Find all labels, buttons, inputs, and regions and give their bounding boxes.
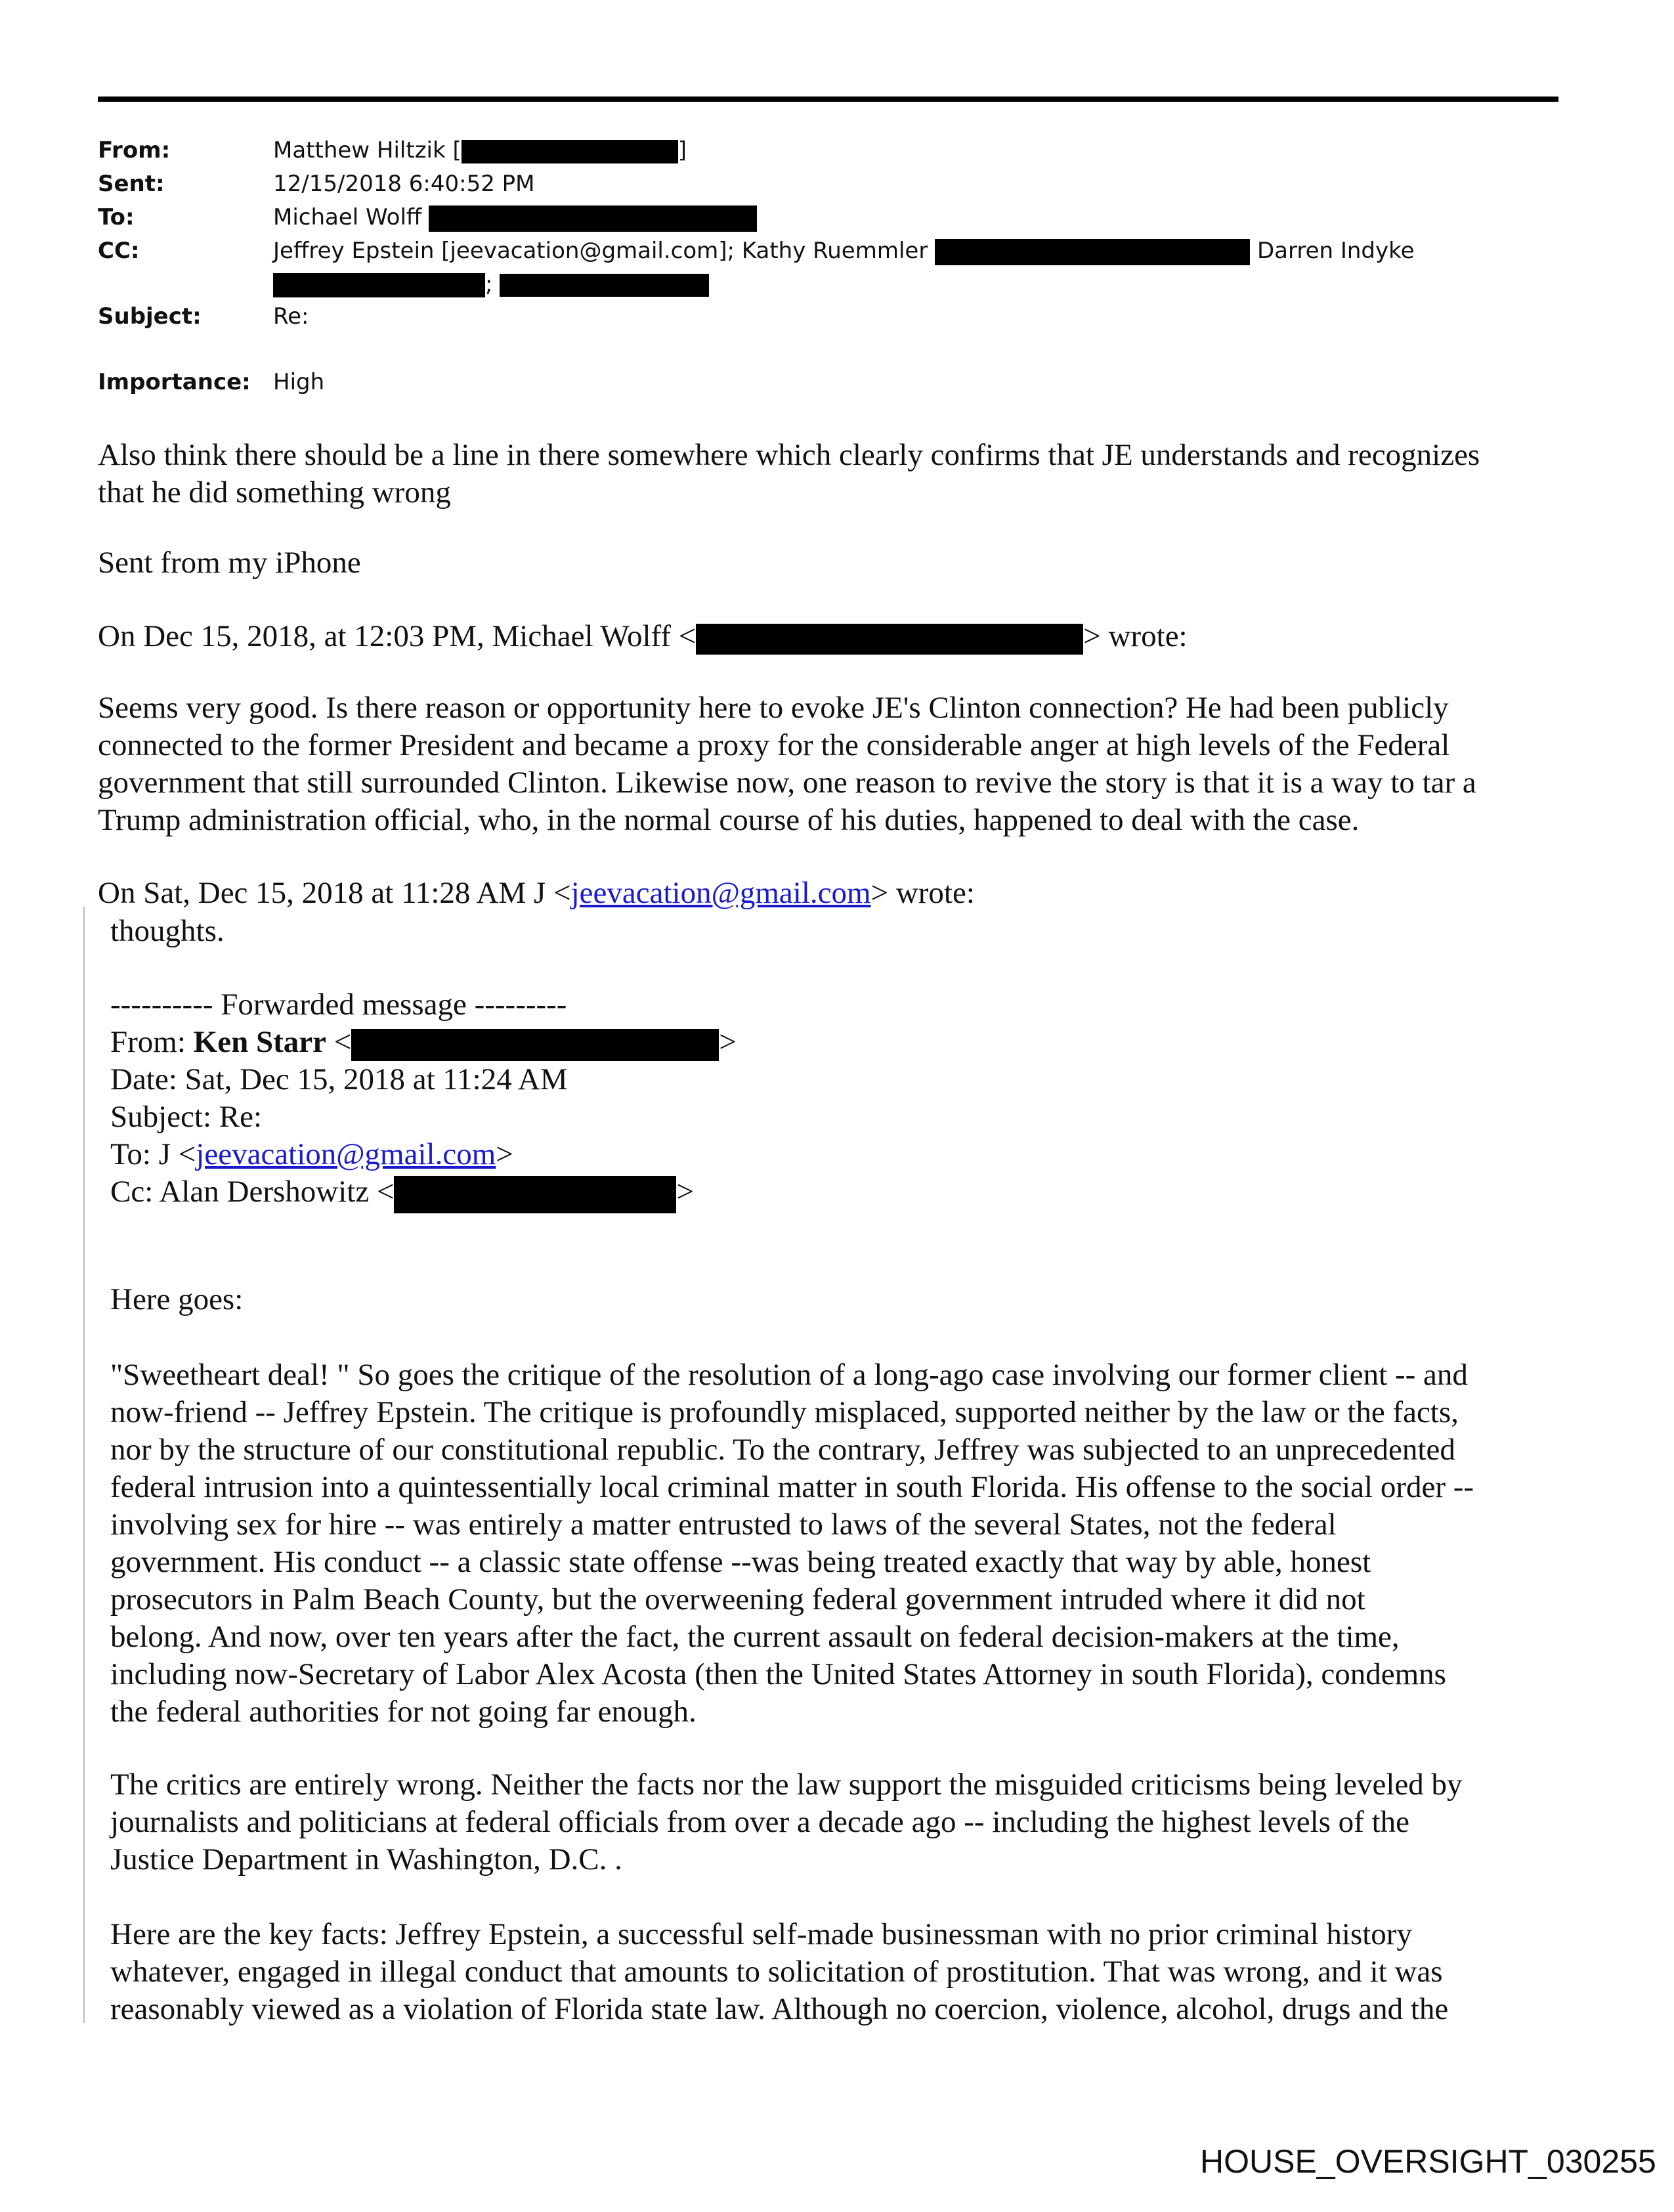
redaction-box xyxy=(696,624,1083,655)
bracket: > xyxy=(496,1137,513,1171)
body-line: government that still surrounded Clinton. Likewise now, one reason to revive the story is that it is a way to tar a xyxy=(98,766,1476,800)
attribution-text: On Dec 15, 2018, at 12:03 PM, Michael Wolff < xyxy=(98,619,697,653)
body-line: whatever, engaged in illegal conduct that amounts to solicitation of prostitution. That was wrong, and it was xyxy=(110,1955,1443,1989)
body-line: Justice Department in Washington, D.C. . xyxy=(110,1842,622,1876)
from-label: From: xyxy=(110,1025,194,1059)
forwarded-subject: Subject: Re: xyxy=(110,1100,263,1134)
from-name: Matthew Hiltzik [ xyxy=(273,137,461,163)
cc-value xyxy=(273,234,1415,268)
from-label: From: xyxy=(98,137,171,163)
body-line: Seems very good. Is there reason or opportunity here to evoke JE's Clinton connection? He had been publicly xyxy=(98,691,1449,725)
body-line: nor by the structure of our constitutional republic. To the contrary, Jeffrey was subjected to an unprecedented xyxy=(110,1433,1455,1467)
importance-label: Importance: xyxy=(98,369,251,395)
bracket: > xyxy=(719,1025,737,1059)
redaction-box xyxy=(394,1176,676,1213)
paragraph xyxy=(110,1356,1474,1731)
bracket: < xyxy=(326,1025,352,1059)
to-value xyxy=(273,201,757,234)
forwarded-date: Date: Sat, Dec 15, 2018 at 11:24 AM xyxy=(110,1062,568,1096)
subject-label: Subject: xyxy=(98,303,202,330)
email-link[interactable]: jeevacation@gmail.com xyxy=(570,876,871,910)
forwarded-from xyxy=(110,1024,737,1061)
sent-label: Sent: xyxy=(98,171,165,197)
attribution-text: > wrote: xyxy=(870,876,975,910)
cc-value-cont: Darren Indyke xyxy=(1256,238,1415,264)
body-line: journalists and politicians at federal officials from over a decade ago -- including the highest levels of the xyxy=(110,1805,1410,1839)
from-name: Ken Starr xyxy=(193,1025,326,1059)
bracket: > xyxy=(676,1175,694,1209)
body-line: Here are the key facts: Jeffrey Epstein, a successful self-made businessman with no prior criminal history xyxy=(110,1917,1412,1951)
redaction-box xyxy=(935,239,1250,265)
from-bracket: ] xyxy=(677,137,687,163)
to-name: Michael Wolff xyxy=(273,204,422,230)
greeting: Here goes: xyxy=(110,1282,244,1316)
header-rule xyxy=(98,97,1558,102)
from-value xyxy=(273,134,687,167)
body-line: prosecutors in Palm Beach County, but the overweening federal government intruded where it did not xyxy=(110,1582,1365,1616)
body-line: The critics are entirely wrong. Neither the facts nor the law support the misguided criticisms being leveled by xyxy=(110,1767,1463,1802)
forwarded-header xyxy=(110,986,737,1211)
forwarded-cc xyxy=(110,1173,737,1211)
body-line: federal intrusion into a quintessentially local criminal matter in south Florida. His offense to the social order -- xyxy=(110,1470,1474,1504)
body-line: "Sweetheart deal! " So goes the critique of the resolution of a long-ago case involving our former client -- and xyxy=(110,1358,1468,1392)
redaction-box xyxy=(500,274,709,297)
j-attribution xyxy=(98,875,975,912)
body-line: government. His conduct -- a classic state offense --was being treated exactly that way by able, honest xyxy=(110,1545,1371,1579)
body-line: involving sex for hire -- was entirely a matter entrusted to laws of the several States, not the federal xyxy=(110,1507,1337,1542)
email-link[interactable]: jeevacation@gmail.com xyxy=(196,1137,496,1171)
subject-value: Re: xyxy=(273,303,309,330)
sent-value: 12/15/2018 6:40:52 PM xyxy=(273,171,535,197)
attribution-text: On Sat, Dec 15, 2018 at 11:28 AM J < xyxy=(98,876,571,910)
cc-value-line2 xyxy=(273,268,709,301)
attribution-text: > wrote: xyxy=(1083,619,1188,653)
body-line: reasonably viewed as a violation of Florida state law. Although no coercion, violence, alcohol, drugs and the xyxy=(110,1992,1449,2026)
redaction-box xyxy=(461,140,678,163)
redaction-box xyxy=(429,206,757,232)
paragraph xyxy=(110,1766,1463,1878)
body-line: belong. And now, over ten years after the fact, the current assault on federal decision-makers at the time, xyxy=(110,1620,1400,1654)
cc-names: Jeffrey Epstein [jeevacation@gmail.com]; Kathy Ruemmler xyxy=(273,238,928,264)
cc-label: Cc: Alan Dershowitz < xyxy=(110,1175,395,1209)
body-line: that he did something wrong xyxy=(98,475,451,510)
importance-value: High xyxy=(273,369,325,395)
body-line: now-friend -- Jeffrey Epstein. The critique is profoundly misplaced, supported neither by the law or the facts, xyxy=(110,1395,1459,1429)
body-line: Trump administration official, who, in the normal course of his duties, happened to deal with the case. xyxy=(98,803,1360,837)
cc-label: CC: xyxy=(98,238,140,264)
forwarded-to xyxy=(110,1136,737,1173)
to-label: To: J < xyxy=(110,1137,196,1171)
cc-separator: ; xyxy=(485,271,493,297)
body-line: connected to the former President and became a proxy for the considerable anger at high levels of the Federal xyxy=(98,728,1450,762)
reply-signature: Sent from my iPhone xyxy=(98,546,361,580)
quote-bar xyxy=(83,907,85,2023)
paragraph xyxy=(110,1916,1448,2028)
redaction-box xyxy=(273,273,485,297)
body-line: including now-Secretary of Labor Alex Acosta (then the United States Attorney in south Florida), condemns xyxy=(110,1657,1446,1691)
to-label: To: xyxy=(98,204,135,230)
body-line: Also think there should be a line in there somewhere which clearly confirms that JE understands and recognizes xyxy=(98,438,1480,472)
forwarded-divider: ---------- Forwarded message --------- xyxy=(110,987,567,1022)
bates-number: HOUSE_OVERSIGHT_030255 xyxy=(1200,2143,1656,2180)
j-body: thoughts. xyxy=(110,914,225,948)
wolff-body xyxy=(98,689,1476,839)
wolff-attribution xyxy=(98,618,1188,655)
reply-body xyxy=(98,437,1480,511)
redaction-box xyxy=(351,1029,719,1061)
body-line: the federal authorities for not going far enough. xyxy=(110,1695,697,1729)
